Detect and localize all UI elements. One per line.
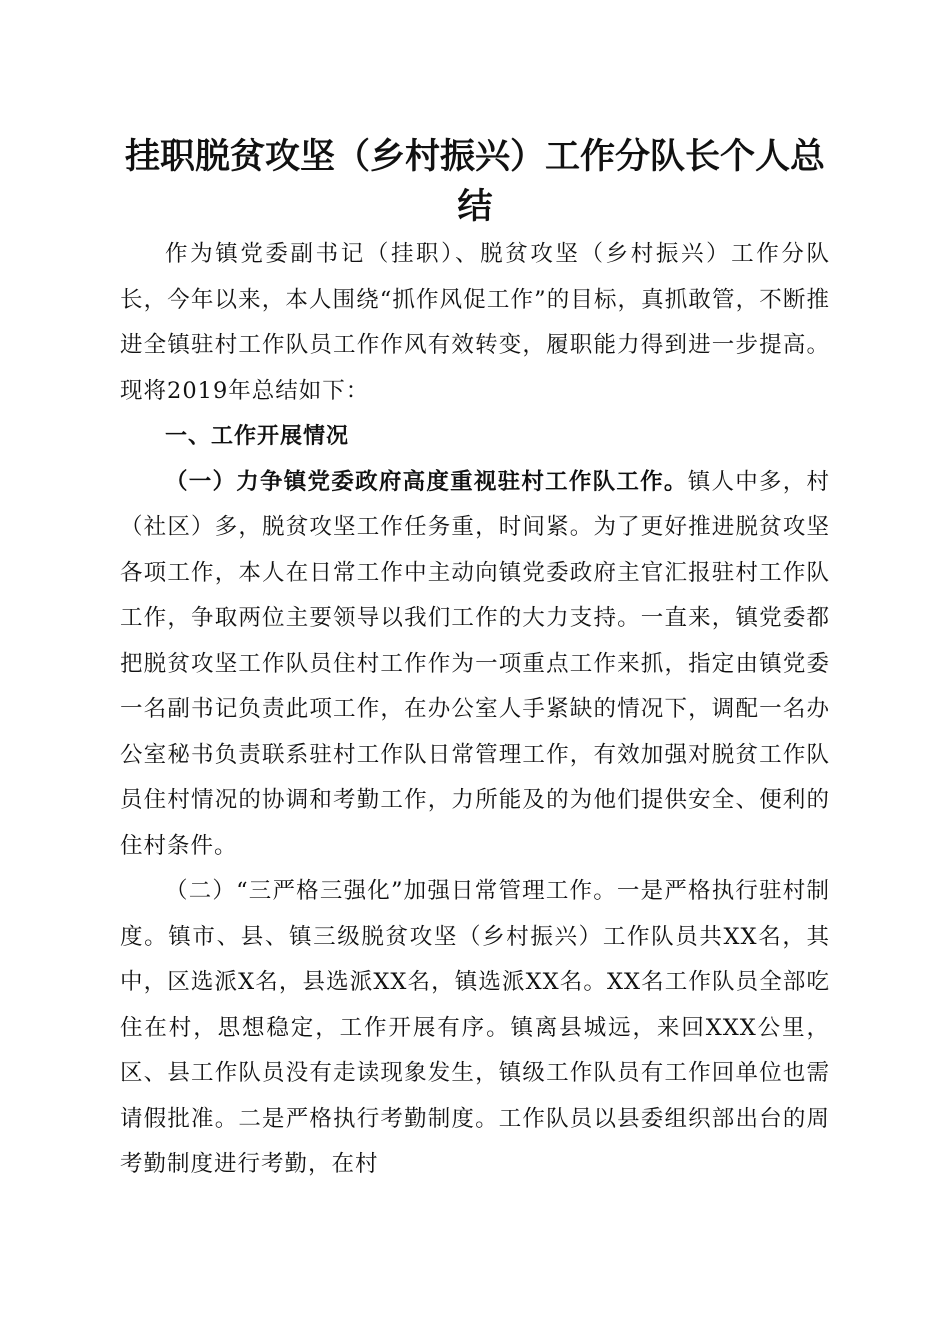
intro-paragraph: 作为镇党委副书记（挂职）、脱贫攻坚（乡村振兴）工作分队长，今年以来，本人围绕“抓作风促工作”的目标，真抓敢管，不断推进全镇驻村工作队员工作作风有效转变，履职能力得到进一步提高。现将2019年总结如下： <box>120 241 830 404</box>
item-1-lead: （一）力争镇党委政府高度重视驻村工作队工作。 <box>165 468 688 495</box>
item-1-body: 镇人中多，村（社区）多，脱贫攻坚工作任务重，时间紧。为了更好推进脱贫攻坚各项工作，本人在日常工作中主动向镇党委政府主官汇报驻村工作队工作，争取两位主要领导以我们工作的大力支持。一直来，镇党委都把脱贫攻坚工作队员住村工作作为一项重点工作来抓，指定由镇党委一名副书记负责此项工作，在办公室人手紧缺的情况下，调配一名办公室秘书负责联系驻村工作队日常管理工作，有效加强对脱贫工作队员住村情况的协调和考勤工作，力所能及的为他们提供安全、便利的住村条件。 <box>120 468 830 859</box>
document-body <box>120 232 830 1188</box>
document-title: 挂职脱贫攻坚（乡村振兴）工作分队长个人总结 <box>124 137 825 227</box>
item-2-paragraph: （二）“三严格三强化”加强日常管理工作。一是严格执行驻村制度。镇市、县、镇三级脱贫攻坚（乡村振兴）工作队员共XX名，其中，区选派X名，县选派XX名，镇选派XX名。XX名工作队员全部吃住在村，思想稳定，工作开展有序。镇离县城远，来回XXX公里，区、县工作队员没有走读现象发生，镇级工作队员有工作回单位也需请假批准。二是严格执行考勤制度。工作队员以县委组织部出台的周考勤制度进行考勤，在村 <box>120 878 830 1177</box>
item-1-paragraph <box>120 460 830 870</box>
section-heading-1: 一、工作开展情况 <box>165 424 350 449</box>
